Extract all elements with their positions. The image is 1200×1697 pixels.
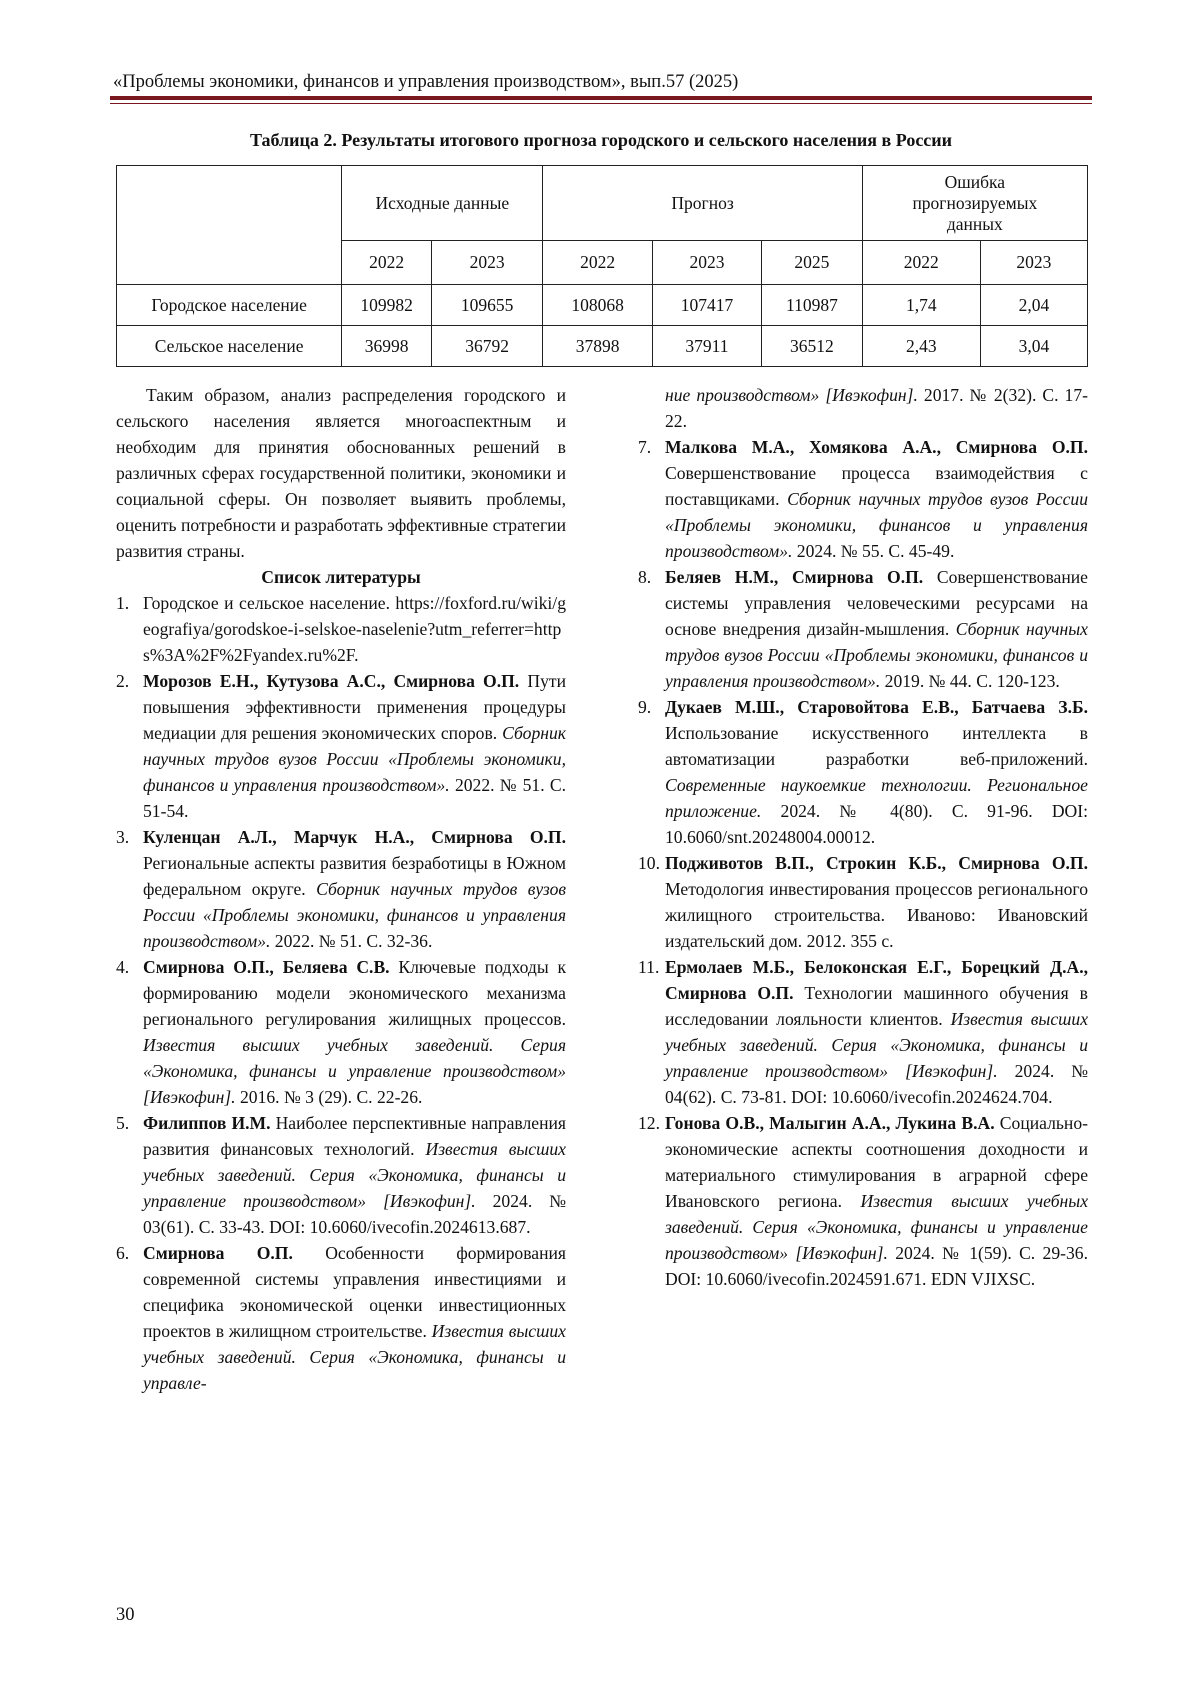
reference-number: 9.: [638, 697, 652, 717]
reference-source: Сборник научных трудов вузов России «Проблемы экономики, финансов и управления производством».: [143, 879, 567, 951]
reference-item: [116, 668, 566, 824]
table-cell: 36998: [342, 326, 432, 367]
reference-source: Известия высших учебных заведений. Серия «Экономика, финансы и управление производством» [Ивэкофин].: [143, 1139, 566, 1211]
table-cell: 2,43: [862, 326, 980, 367]
table-cell: 109982: [342, 285, 432, 326]
forecast-table: [116, 165, 1088, 367]
reference-details: 2024. № 55. С. 45-49.: [792, 541, 955, 561]
reference-authors: Малкова М.А., Хомякова А.А., Смирнова О.П.: [665, 437, 1088, 457]
table-cell: 107417: [652, 285, 761, 326]
reference-title: Городское и сельское население. https://foxford.ru/wiki/geografiya/gorodskoe-i-selskoe-naselenie?utm_referrer=https%3A%2F%2Fyandex.ru%2F.: [143, 593, 566, 665]
reference-authors: Дукаев М.Ш., Старовойтова Е.В., Батчаева З.Б.: [665, 697, 1088, 717]
year-header: 2025: [762, 241, 863, 285]
table-cell: 36512: [762, 326, 863, 367]
year-header: 2022: [543, 241, 652, 285]
table-row: [117, 326, 1088, 367]
reference-source: Сборник научных трудов вузов России «Проблемы экономики, финансов и управления производством».: [665, 619, 1088, 691]
year-header: 2022: [862, 241, 980, 285]
header-forecast: Прогноз: [543, 166, 862, 241]
year-header: 2023: [980, 241, 1087, 285]
reference-source: Сборник научных трудов вузов России «Проблемы экономики, финансов и управления производством».: [143, 723, 566, 795]
table-cell: 2,04: [980, 285, 1087, 326]
year-header: 2022: [342, 241, 432, 285]
table-cell: 37898: [543, 326, 652, 367]
reference-authors: Ермолаев М.Б., Белоконская Е.Г., Борецкий Д.А., Смирнова О.П.: [665, 957, 1088, 1003]
header-rule: [110, 96, 1092, 100]
reference-authors: Морозов Е.Н., Кутузова А.С., Смирнова О.П.: [143, 671, 520, 691]
reference-details: 2019. № 44. С. 120-123.: [880, 671, 1060, 691]
table-row: [117, 285, 1088, 326]
reference-item: [116, 590, 566, 668]
table-corner-cell: [117, 166, 342, 285]
table-cell: 110987: [762, 285, 863, 326]
reference-authors: Смирнова О.П., Беляева С.В.: [143, 957, 390, 977]
table-cell: 37911: [652, 326, 761, 367]
reference-source: Известия высших учебных заведений. Серия «Экономика, финансы и управление производством» [Ивэкофин].: [665, 1191, 1089, 1263]
reference-title: Методология инвестирования процессов регионального жилищного строительства. Иваново: Ивановский издательский дом. 2012. 355 с.: [665, 879, 1088, 951]
reference-source: ние производством» [Ивэкофин].: [665, 385, 918, 405]
reference-source: Современные наукоемкие технологии. Региональное приложение.: [665, 775, 1088, 821]
header-rule-thin: [110, 103, 1092, 104]
reference-authors: Филиппов И.М.: [143, 1113, 271, 1133]
row-label: Сельское население: [117, 326, 342, 367]
reference-item: [638, 1110, 1088, 1292]
reference-number: 12.: [638, 1113, 660, 1133]
reference-title: Региональные аспекты развития безработицы в Южном федеральном округе.: [143, 853, 566, 899]
table-caption: Таблица 2. Результаты итогового прогноза городского и сельского населения в России: [249, 130, 953, 150]
references-title: Список литературы: [261, 567, 421, 587]
reference-number: 5.: [116, 1113, 130, 1133]
reference-item: [638, 694, 1088, 850]
reference-number: 6.: [116, 1243, 130, 1263]
reference-details: 2022. № 51. С. 51-54.: [143, 775, 566, 821]
reference-title: Технологии машинного обучения в исследовании лояльности клиентов.: [665, 983, 1088, 1029]
reference-title: Социально-экономические аспекты соотношения доходности и материального стимулирования в аграрной сфере Ивановского региона.: [665, 1113, 1088, 1211]
reference-number: 11.: [638, 957, 660, 977]
reference-title: Использование искусственного интеллекта в автоматизации разработки веб-приложений.: [665, 723, 1088, 769]
reference-item-continued: [638, 382, 1088, 434]
reference-item: [638, 564, 1088, 694]
reference-authors: Беляев Н.М., Смирнова О.П.: [665, 567, 924, 587]
reference-number: 7.: [638, 437, 652, 457]
header-source-data: Исходные данные: [342, 166, 543, 241]
reference-item: [116, 954, 566, 1110]
reference-source: Известия высших учебных заведений. Серия «Экономика, финансы и управление производством» [Ивэкофин].: [143, 1035, 566, 1107]
reference-number: 1.: [116, 593, 130, 613]
reference-title: Совершенствование системы управления человеческими ресурсами на основе внедрения дизайн-мышления.: [665, 567, 1088, 639]
reference-details: 2016. № 3 (29). С. 22-26.: [235, 1087, 423, 1107]
reference-number: 8.: [638, 567, 652, 587]
reference-number: 3.: [116, 827, 130, 847]
table-cell: 1,74: [862, 285, 980, 326]
reference-authors: Подживотов В.П., Строкин К.Б., Смирнова О.П.: [665, 853, 1088, 873]
reference-item: [116, 1110, 566, 1240]
conclusion-paragraph: Таким образом, анализ распределения городского и сельского населения является многоаспектным и необходим для принятия обоснованных решений в различных сферах государственной политики, экономики и социальной сферы. Он позволяет выявить проблемы, оценить потребности и разработать эффективные стратегии развития страны.: [116, 385, 566, 561]
reference-item: [638, 954, 1088, 1110]
left-column: [116, 382, 566, 1396]
reference-item: [116, 824, 566, 954]
reference-number: 4.: [116, 957, 130, 977]
reference-authors: Смирнова О.П.: [143, 1243, 293, 1263]
year-header: 2023: [431, 241, 543, 285]
reference-title: Ключевые подходы к формированию модели экономического механизма регионального регулирования жилищных процессов.: [143, 957, 567, 1029]
reference-details: 2024. № 04(62). С. 73-81. DOI: 10.6060/ivecofin.2024624.704.: [665, 1061, 1088, 1107]
reference-title: Особенности формирования современной системы управления инвестициями и специфика экономической оценки инвестиционных проектов в жилищном строительстве.: [143, 1243, 566, 1341]
reference-item: [638, 850, 1088, 954]
reference-details: 2017. № 2(32). С. 17-22.: [665, 385, 1088, 431]
table-cell: 3,04: [980, 326, 1087, 367]
reference-details: 2022. № 51. С. 32-36.: [270, 931, 433, 951]
reference-title: Пути повышения эффективности применения процедуры медиации для решения экономических споров.: [143, 671, 567, 743]
reference-number: 10.: [638, 853, 660, 873]
reference-authors: Гонова О.В., Малыгин А.А., Лукина В.А.: [665, 1113, 995, 1133]
page-number: 30: [116, 1605, 135, 1625]
table-cell: 108068: [543, 285, 652, 326]
reference-title: Наиболее перспективные направления развития финансовых технологий.: [143, 1113, 566, 1159]
table-cell: 109655: [431, 285, 543, 326]
reference-authors: Куленцан А.Л., Марчук Н.А., Смирнова О.П.: [143, 827, 566, 847]
reference-details: 2024. № 03(61). С. 33-43. DOI: 10.6060/ivecofin.2024613.687.: [143, 1191, 566, 1237]
year-header: 2023: [652, 241, 761, 285]
running-title: «Проблемы экономики, финансов и управления производством», вып.57 (2025): [113, 72, 739, 92]
reference-source: Известия высших учебных заведений. Серия «Экономика, финансы и управление производством» [Ивэкофин].: [665, 1009, 1089, 1081]
reference-title: Совершенствование процесса взаимодействия с поставщиками.: [665, 463, 1088, 509]
reference-item: [638, 434, 1088, 564]
row-label: Городское население: [117, 285, 342, 326]
reference-number: 2.: [116, 671, 130, 691]
header-forecast-error: Ошибка прогнозируемых данных: [862, 166, 1087, 241]
reference-source: Известия высших учебных заведений. Серия «Экономика, финансы и управле-: [143, 1321, 566, 1393]
reference-item: [116, 1240, 566, 1396]
right-column: [638, 382, 1088, 1292]
reference-details: 2024. № 4(80). С. 91-96. DOI: 10.6060/snt.20248004.00012.: [665, 801, 1088, 847]
reference-source: Сборник научных трудов вузов России «Проблемы экономики, финансов и управления производством».: [665, 489, 1088, 561]
reference-details: 2024. № 1(59). С. 29-36. DOI: 10.6060/ivecofin.2024591.671. EDN VJIXSC.: [665, 1243, 1088, 1289]
table-cell: 36792: [431, 326, 543, 367]
